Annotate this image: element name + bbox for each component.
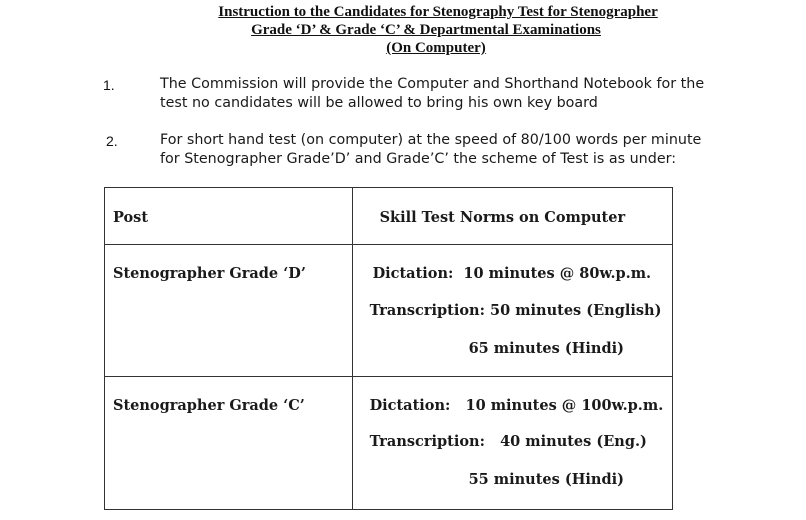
item-1-line-1: The Commission will provide the Computer and Shorthand Notebook for the (160, 76, 705, 92)
header-cell-post (105, 188, 353, 245)
post-cell (105, 377, 353, 510)
header-norms: Skill Test Norms on Computer (379, 209, 626, 226)
item-2-line-1: For short hand test (on computer) at the speed of 80/100 words per minute (160, 132, 702, 148)
table-header-row (105, 188, 673, 245)
post-cell (105, 245, 353, 377)
item-1-line-2: test no candidates will be allowed to bring his own key board (160, 95, 598, 111)
norm-hindi-c: 55 minutes (Hindi) (468, 471, 624, 488)
heading-line-2: Grade ‘D’ & Grade ‘C’ & Departmental Examinations (251, 22, 601, 38)
skill-test-table (104, 187, 673, 510)
norm-transcription-d: Transcription: 50 minutes (English) (369, 302, 662, 319)
post-grade-d: Stenographer Grade ‘D’ (113, 265, 306, 282)
norms-cell (352, 377, 672, 510)
item-1-number: 1. (103, 77, 115, 93)
heading-line-3: (On Computer) (386, 40, 486, 56)
norms-cell (352, 245, 672, 377)
norm-transcription-c: Transcription: 40 minutes (Eng.) (369, 433, 647, 450)
norm-hindi-d: 65 minutes (Hindi) (468, 340, 624, 357)
item-2-number: 2. (106, 133, 118, 149)
norm-dictation-d: Dictation: 10 minutes @ 80w.p.m. (372, 265, 652, 282)
norm-dictation-c: Dictation: 10 minutes @ 100w.p.m. (369, 397, 664, 414)
table-row (105, 245, 673, 377)
table-row (105, 377, 673, 510)
header-cell-norms (352, 188, 672, 245)
item-2-line-2: for Stenographer Grade’D’ and Grade’C’ the scheme of Test is as under: (160, 151, 677, 167)
post-grade-c: Stenographer Grade ‘C’ (113, 397, 305, 414)
header-post: Post (113, 209, 149, 226)
heading-line-1: Instruction to the Candidates for Stenography Test for Stenographer (218, 4, 658, 20)
